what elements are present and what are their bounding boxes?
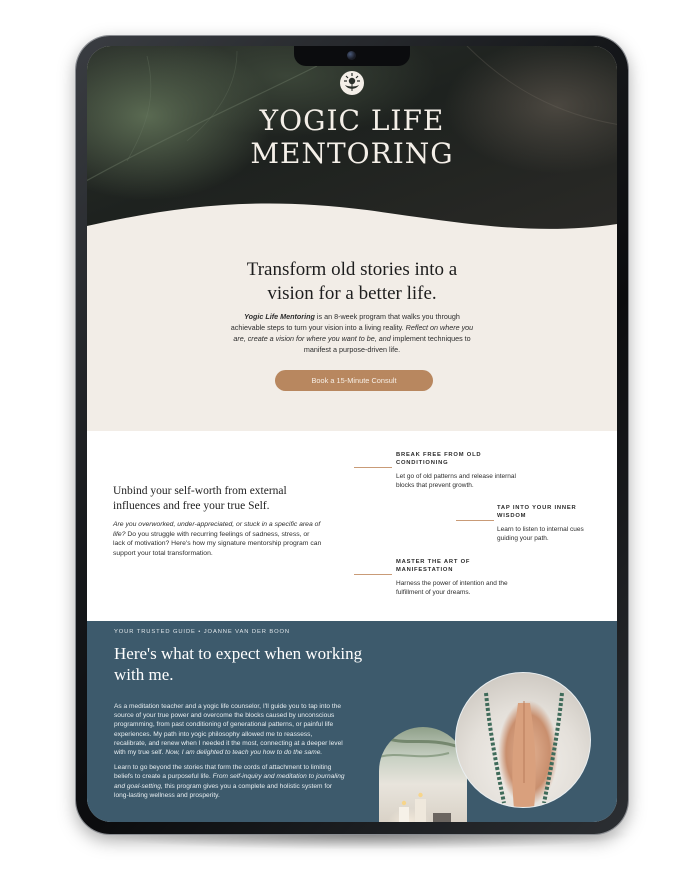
- feature-line-1: [354, 467, 392, 468]
- guide-p2-italic: From self-inquiry and meditation to journaling and goal-setting,: [114, 773, 345, 790]
- feature-title: TAP INTO YOUR INNER WISDOM: [497, 505, 577, 519]
- feature-line-2: [456, 520, 494, 521]
- program-name: Yogic Life Mentoring: [244, 312, 315, 321]
- guide-p2-text: Learn to go beyond the stories that form the cords of attachment to limiting beliefs to create a purposeful life.: [114, 764, 332, 781]
- feature-body: Learn to listen to internal cues guiding your path.: [497, 526, 584, 543]
- unbind-paragraph: [113, 520, 323, 558]
- unbind-italic: Are you overworked, under-appreciated, or stuck in a specific area of life?: [113, 521, 321, 538]
- guide-p1-italic: Now, I am delighted to teach you how to do the same.: [165, 749, 323, 757]
- mala-beads-illustration: [456, 673, 591, 808]
- guide-p2-text-b: this program gives you a complete and holistic system for long-lasting wellness and prosperity.: [114, 782, 333, 799]
- tablet-screen: [87, 46, 617, 822]
- guide-heading: Here's what to expect when working with me.: [114, 644, 363, 684]
- guide-p1-text: As a meditation teacher and a yogic life counselor, I'll guide you to tap into the source of your true power and overcome the blocks caused by unconscious programming, from past conditioning of generational patterns, or painful life experiences. My path into yogic philosophy allowed me to reassess, recalibrate, and renew when I needed it the most, connecting at a deeper level with my true self.: [114, 703, 343, 757]
- intro-text-italic: Reflect on where you are, create a vision for where you want to be, and: [233, 323, 474, 343]
- unbind-heading: Unbind your self-worth from external influences and free your true Self.: [113, 485, 287, 512]
- book-consult-button[interactable]: Book a 15-Minute Consult: [275, 370, 433, 391]
- intro-text-b: implement techniques to manifest a purpose-driven life.: [303, 334, 471, 354]
- lotus-sun-icon: [339, 70, 365, 96]
- title-line-2: MENTORING: [250, 137, 454, 170]
- feature-body: Let go of old patterns and release internal blocks that prevent growth.: [396, 473, 516, 490]
- feature-break-free: [396, 451, 526, 490]
- feature-manifestation: [396, 558, 526, 597]
- headline-line-1: Transform old stories into a: [246, 259, 458, 280]
- camera-icon: [347, 51, 356, 60]
- feature-inner-wisdom: [497, 504, 597, 543]
- headline-line-2: vision for a better life.: [267, 283, 437, 304]
- candle-illustration: [379, 727, 467, 822]
- guide-paragraph-2: [114, 763, 346, 800]
- page-title: [87, 104, 617, 170]
- feature-title: BREAK FREE FROM OLD CONDITIONING: [396, 452, 482, 466]
- guide-body: [114, 702, 346, 800]
- camera-notch: [294, 46, 410, 66]
- guide-paragraph-1: [114, 702, 346, 757]
- feature-body: Harness the power of intention and the fulfillment of your dreams.: [396, 580, 508, 597]
- feature-line-3: [354, 574, 392, 575]
- intro-text-a: is an 8-week program that walks you through achievable steps to turn your vision into a living reality.: [230, 312, 460, 332]
- intro-headline: [87, 258, 617, 306]
- unbind-rest: Do you struggle with recurring feelings of sadness, stress, or lack of motivation? Here's how my signature mentorship program can support your total transformation.: [113, 530, 322, 557]
- praying-hands-photo: [455, 672, 591, 808]
- guide-label: YOUR TRUSTED GUIDE • JOANNE VAN DER BOON: [114, 629, 290, 635]
- candle-photo: [379, 727, 467, 822]
- white-wave-fill: [87, 431, 617, 451]
- intro-paragraph: [227, 311, 477, 355]
- feature-title: MASTER THE ART OF MANIFESTATION: [396, 559, 471, 573]
- tablet-frame: [76, 36, 628, 834]
- title-line-1: YOGIC LIFE: [259, 104, 445, 137]
